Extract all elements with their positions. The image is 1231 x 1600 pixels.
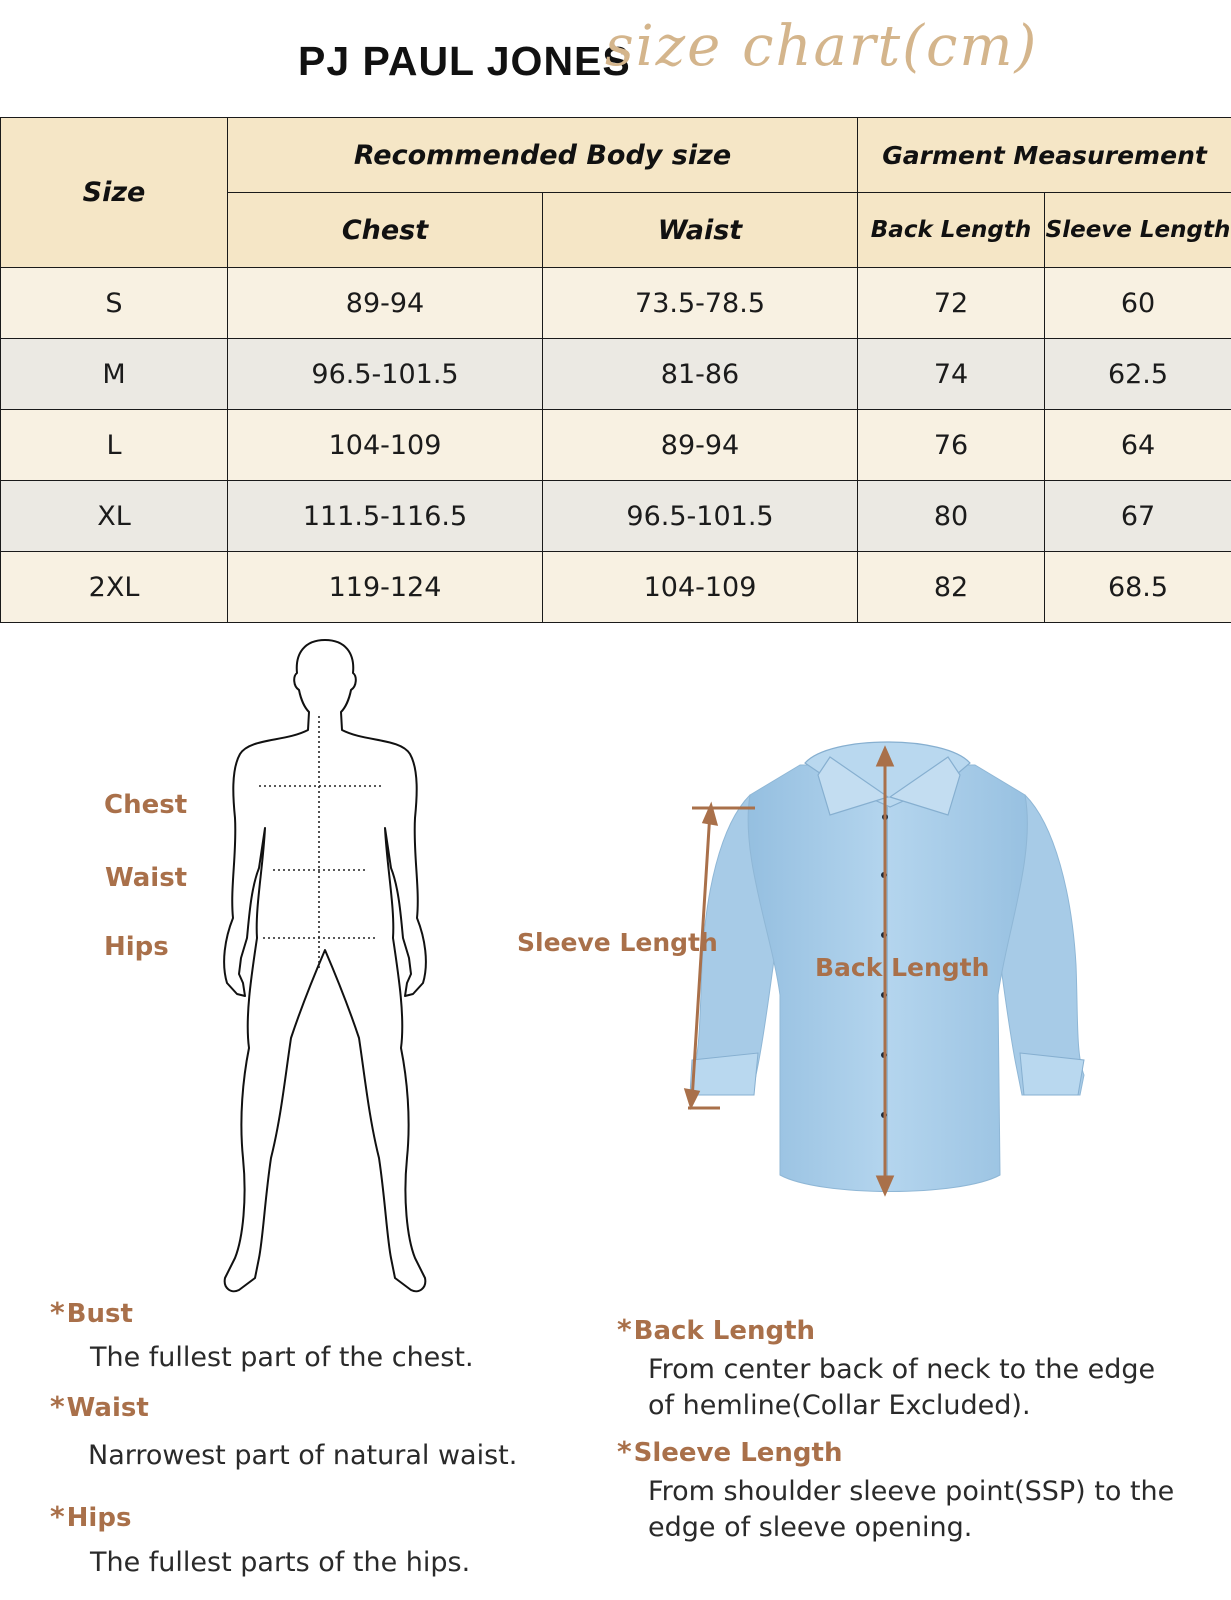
sleeve-length-label: Sleeve Length [517, 928, 718, 957]
size-header: Size [1, 118, 228, 268]
back-length-cell: 74 [858, 339, 1045, 410]
table-row [1, 339, 1231, 410]
chest-cell: 96.5-101.5 [228, 339, 543, 410]
waist-cell: 89-94 [543, 410, 858, 481]
back-length-note-title: *Back Length [617, 1313, 816, 1346]
recommended-body-size-header: Recommended Body size [228, 118, 858, 193]
sleeve-length-cell: 64 [1045, 410, 1231, 481]
waist-label: Waist [105, 863, 188, 893]
chest-cell: 104-109 [228, 410, 543, 481]
sleeve-length-note-title: *Sleeve Length [617, 1435, 843, 1468]
size-cell: S [1, 268, 228, 339]
waist-cell: 96.5-101.5 [543, 481, 858, 552]
asterisk-icon: * [617, 1313, 632, 1346]
chest-cell: 111.5-116.5 [228, 481, 543, 552]
hips-note-text: The fullest parts of the hips. [90, 1547, 471, 1578]
back-length-label: Back Length [815, 953, 990, 982]
asterisk-icon: * [50, 1500, 65, 1533]
asterisk-icon: * [617, 1435, 632, 1468]
sleeve-length-cell: 68.5 [1045, 552, 1231, 623]
back-length-cell: 82 [858, 552, 1045, 623]
sleeve-length-cell: 67 [1045, 481, 1231, 552]
back-length-cell: 76 [858, 410, 1045, 481]
back-length-column-header: Back Length [858, 193, 1045, 268]
chest-label: Chest [104, 790, 188, 820]
bust-note-text: The fullest part of the chest. [90, 1342, 474, 1373]
back-length-note-text: From center back of neck to the edge of hemline(Collar Excluded). [648, 1354, 1156, 1421]
waist-column-header: Waist [543, 193, 858, 268]
waist-note-text: Narrowest part of natural waist. [88, 1440, 518, 1471]
back-length-cell: 72 [858, 268, 1045, 339]
size-cell: XL [1, 481, 228, 552]
asterisk-icon: * [50, 1390, 65, 1423]
body-outline-figure [215, 638, 435, 1298]
table-row [1, 552, 1231, 623]
hips-note-title: *Hips [50, 1500, 132, 1533]
sleeve-length-column-header: Sleeve Length [1045, 193, 1231, 268]
size-cell: M [1, 339, 228, 410]
size-chart-script-title: size chart(cm) [605, 14, 1039, 79]
bust-note-title: *Bust [50, 1296, 133, 1329]
waist-cell: 73.5-78.5 [543, 268, 858, 339]
waist-cell: 81-86 [543, 339, 858, 410]
brand-title: PJ PAUL JONES [298, 38, 631, 84]
asterisk-icon: * [50, 1296, 65, 1329]
size-cell: 2XL [1, 552, 228, 623]
sleeve-length-arrow [680, 800, 770, 1120]
waist-cell: 104-109 [543, 552, 858, 623]
garment-measurement-header: Garment Measurement [858, 118, 1231, 193]
chest-cell: 119-124 [228, 552, 543, 623]
waist-note-title: *Waist [50, 1390, 149, 1423]
table-row [1, 268, 1231, 339]
table-row [1, 410, 1231, 481]
table-row [1, 481, 1231, 552]
back-length-cell: 80 [858, 481, 1045, 552]
chest-cell: 89-94 [228, 268, 543, 339]
hips-label: Hips [104, 932, 169, 962]
sleeve-length-cell: 62.5 [1045, 339, 1231, 410]
chest-column-header: Chest [228, 193, 543, 268]
size-table [0, 117, 1231, 623]
sleeve-length-note-text: From shoulder sleeve point(SSP) to the edge of sleeve opening. [648, 1476, 1175, 1543]
size-cell: L [1, 410, 228, 481]
sleeve-length-cell: 60 [1045, 268, 1231, 339]
